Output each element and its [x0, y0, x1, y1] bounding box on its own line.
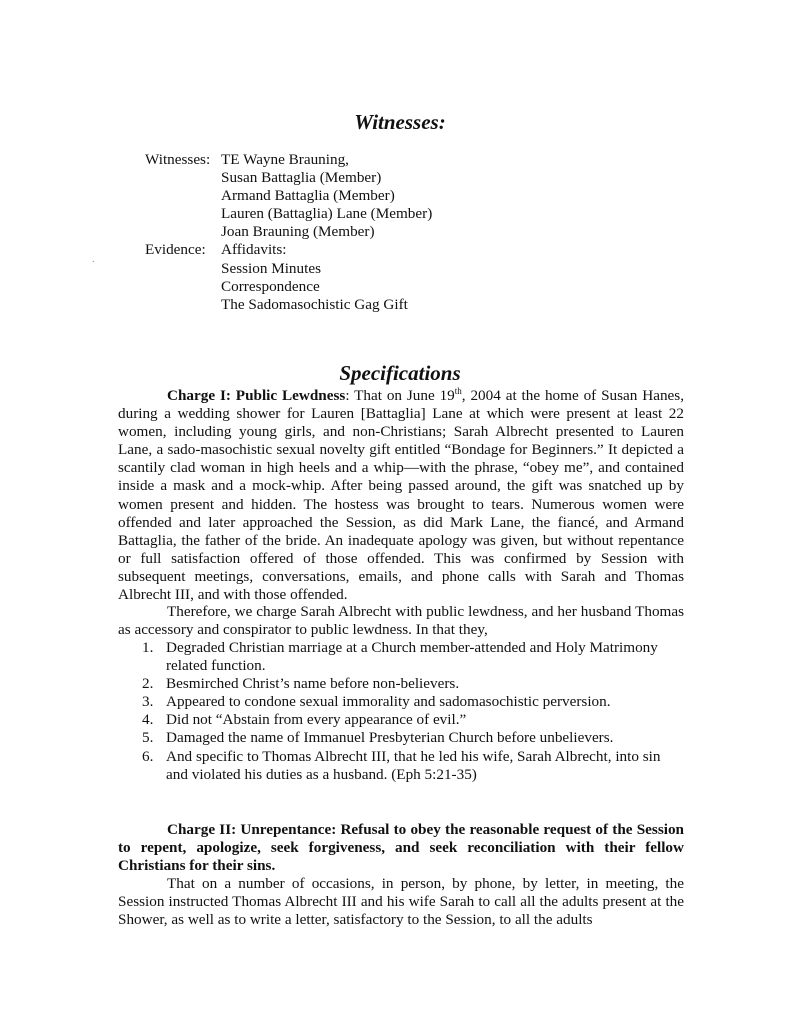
- evidence-row: [145, 241, 432, 313]
- list-item-number: 5.: [142, 729, 154, 747]
- witness-item: Susan Battaglia (Member): [221, 169, 382, 187]
- evidence-label: Evidence:: [145, 241, 206, 259]
- witnesses-evidence-list: [145, 151, 432, 314]
- list-item: [142, 729, 684, 747]
- list-item-number: 2.: [142, 675, 154, 693]
- list-item-text: Damaged the name of Immanuel Presbyterian Church before unbelievers.: [166, 729, 614, 747]
- charge1-list: [142, 639, 684, 784]
- evidence-item: Affidavits:: [221, 241, 287, 259]
- list-item-number: 1.: [142, 639, 154, 656]
- charge1-date-suffix: th: [454, 385, 462, 396]
- list-item: [142, 747, 684, 784]
- charge1-paragraph: [118, 387, 684, 604]
- witnesses-heading: Witnesses:: [354, 110, 446, 134]
- evidence-item: Correspondence: [221, 277, 320, 295]
- charge2-title: Charge II: Unrepentance: Refusal to obey the reasonable request of the Session to repent, apologize, seek forgiveness, and seek reconciliation with their fellow Christians for their sins.: [118, 821, 684, 875]
- list-item-number: 6.: [142, 747, 154, 765]
- witness-item: Joan Brauning (Member): [221, 223, 375, 241]
- list-item-text: Did not “Abstain from every appearance of evil.”: [166, 711, 467, 729]
- scan-speck: .: [92, 254, 95, 265]
- evidence-item: The Sadomasochistic Gag Gift: [221, 295, 408, 313]
- list-item: [142, 693, 684, 711]
- witness-item: Armand Battaglia (Member): [221, 187, 395, 205]
- list-item-number: 3.: [142, 693, 154, 711]
- witnesses-label: Witnesses:: [145, 151, 211, 168]
- witness-item: TE Wayne Brauning,: [221, 151, 349, 168]
- witnesses-row: [145, 151, 432, 241]
- evidence-values: [221, 241, 408, 313]
- list-item: [142, 675, 684, 693]
- charge1-text-start: : That on June 19: [345, 387, 455, 404]
- witnesses-values: [221, 151, 432, 241]
- list-item: [142, 711, 684, 729]
- witness-item: Lauren (Battaglia) Lane (Member): [221, 205, 433, 223]
- charge2-paragraph: That on a number of occasions, in person, by phone, by letter, in meeting, the Session instructed Thomas Albrecht III and his wife Sarah to call all the adults present at the Shower, as well as to write a letter, satisfactory to the Session, to all the adults: [118, 875, 684, 929]
- list-item-text: And specific to Thomas Albrecht III, that he led his wife, Sarah Albrecht, into sin and violated his duties as a husband. (Eph 5:21-35): [166, 747, 661, 783]
- specifications-heading: Specifications: [339, 361, 461, 385]
- list-item-text: Degraded Christian marriage at a Church member-attended and Holy Matrimony related function.: [166, 639, 658, 675]
- therefore-paragraph: Therefore, we charge Sarah Albrecht with public lewdness, and her husband Thomas as accessory and conspirator to public lewdness. In that they,: [118, 603, 684, 639]
- list-item-text: Appeared to condone sexual immorality and sadomasochistic perversion.: [166, 693, 611, 711]
- charge1-title: Charge I: Public Lewdness: [167, 387, 346, 404]
- list-item-number: 4.: [142, 711, 154, 729]
- evidence-item: Session Minutes: [221, 259, 321, 277]
- charge1-text-rest: , 2004 at the home of Susan Hanes, during a wedding shower for Lauren [Battaglia] Lane at which were present at least 22 women, including young girls, and non-Christians; Sarah Albrecht presented to Lauren Lane, a sado-masochistic sexual novelty gift entitled “Bondage for Beginners.” It depicted a scantily clad woman in high heels and a whip—with the phrase, “obey me”, and contained inside a mask and a mock-whip. After being passed around, the gift was snatched up by women present and hidden. The hostess was brought to tears. Numerous women were offended and later approached the Session, as did Mark Lane, the fiancé, and Armand Battaglia, the father of the bride. An inadequate apology was given, but without repentance or full satisfaction offered of those offended. This was confirmed by Session with subsequent meetings, conversations, emails, and phone calls with Sarah and Thomas Albrecht III, and with those offended.: [118, 387, 684, 604]
- list-item-text: Besmirched Christ’s name before non-believers.: [166, 675, 460, 693]
- list-item: [142, 639, 684, 675]
